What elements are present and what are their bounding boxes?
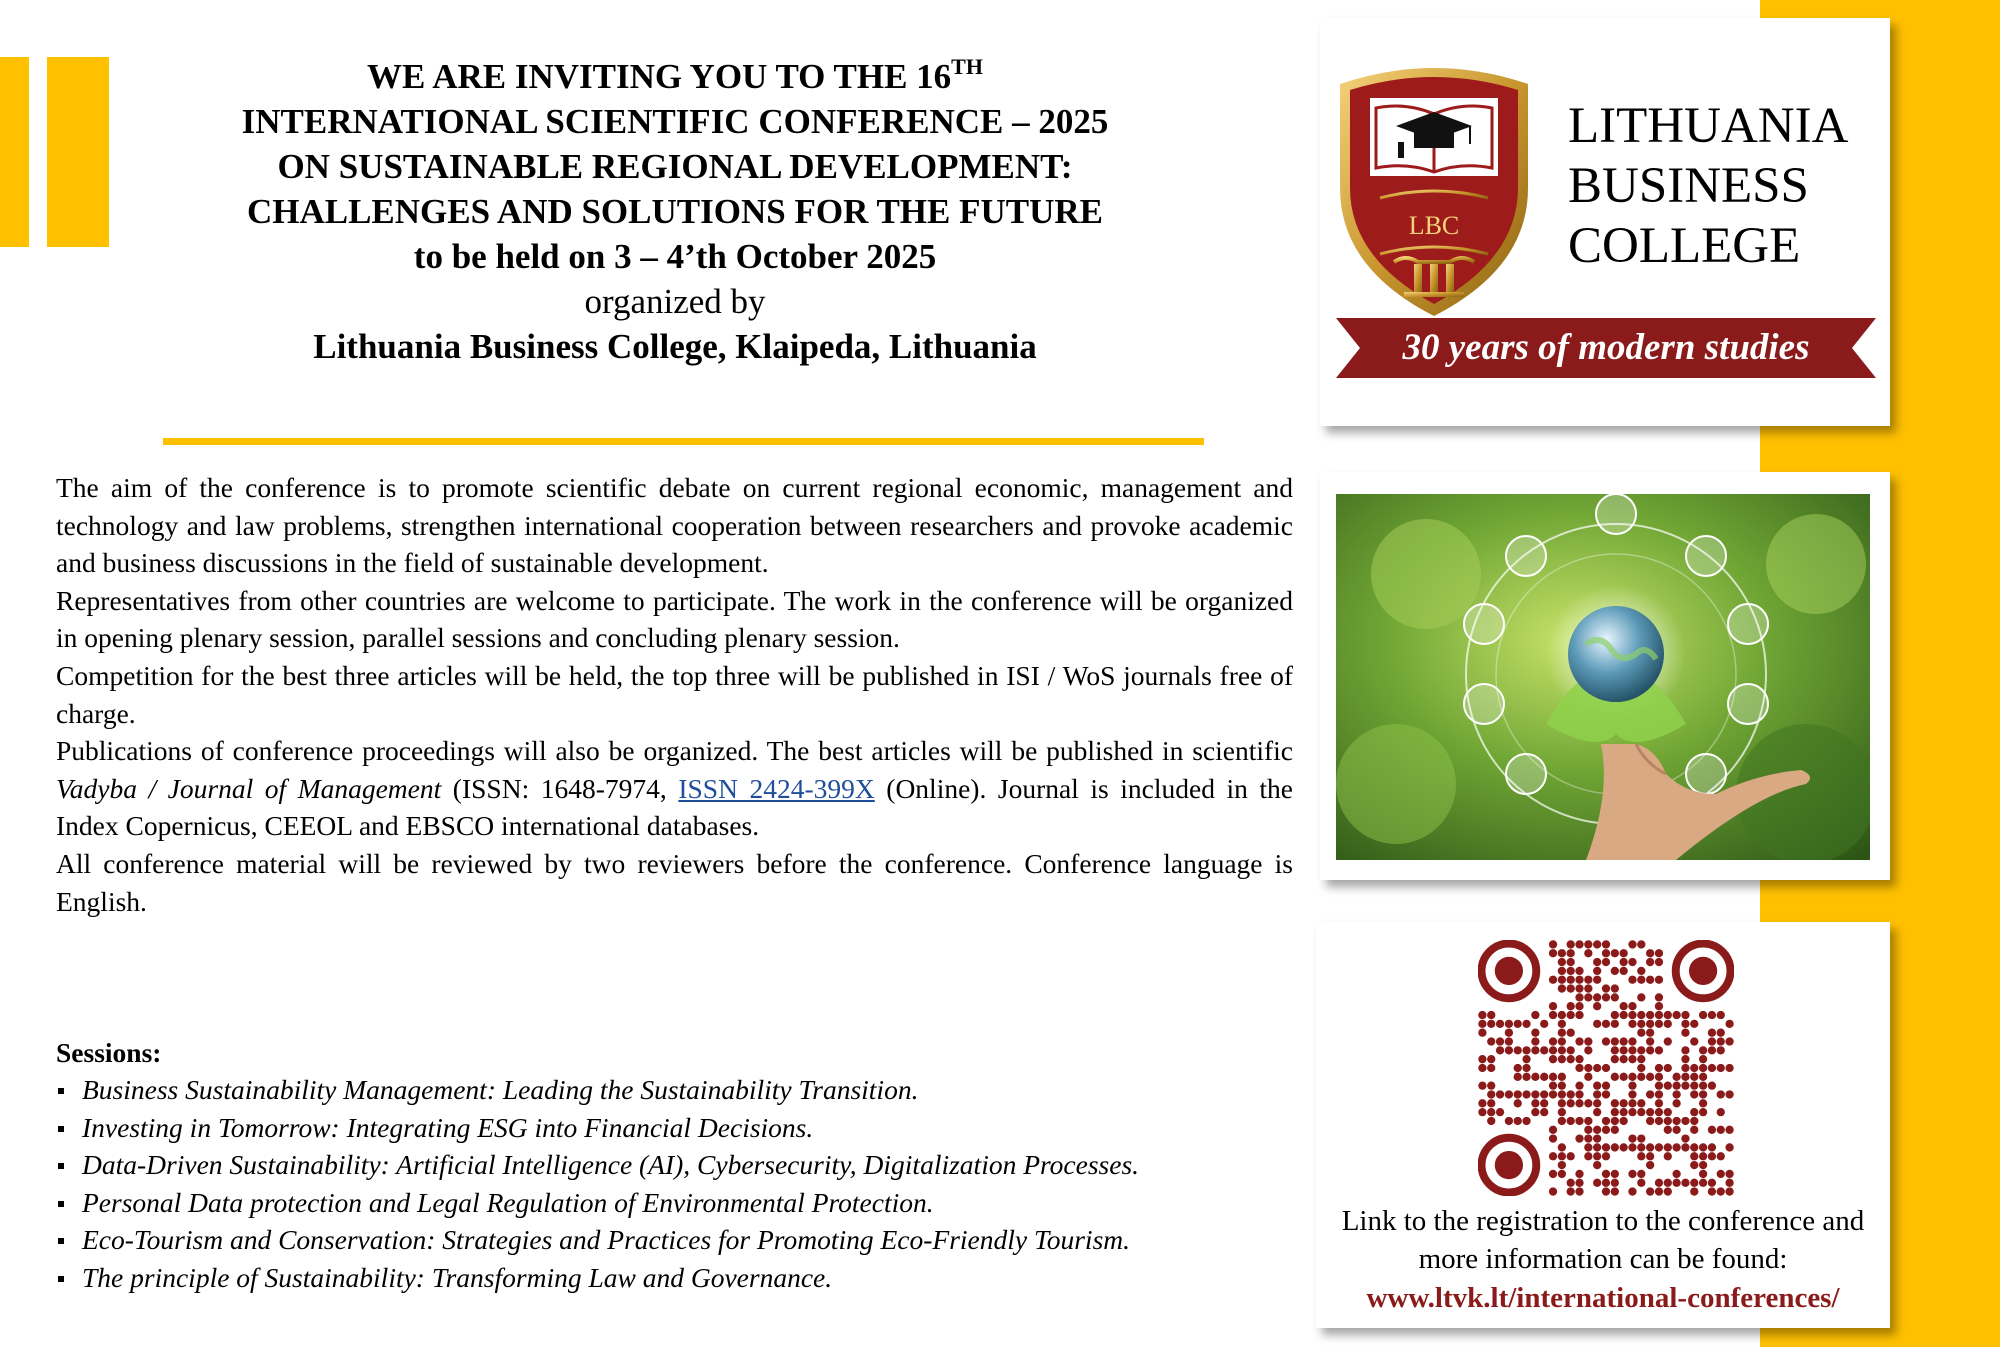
college-shield-logo <box>1336 58 1532 320</box>
registration-link[interactable]: www.ltvk.lt/international-conferences/ <box>1366 1282 1840 1314</box>
decor-bar-left-thin <box>0 57 29 247</box>
description-competition: Competition for the best three articles will be held, the top three will be published in ISI / WoS journals free of charge. <box>56 659 1293 729</box>
issn-online-link[interactable]: ISSN 2424-399X <box>678 772 875 804</box>
qr-caption: Link to the registration to the conference and more information can be found: <box>1341 1205 1865 1275</box>
heading-organized-by: organized by <box>584 282 766 321</box>
session-item: Eco-Tourism and Conservation: Strategies and Practices for Promoting Eco-Friendly Tourism. <box>56 1221 1306 1259</box>
heading-line-2: INTERNATIONAL SCIENTIFIC CONFERENCE – 2025 <box>241 102 1109 141</box>
session-item: The principle of Sustainability: Transforming Law and Governance. <box>56 1259 1306 1297</box>
session-item: Business Sustainability Management: Leading the Sustainability Transition. <box>56 1071 1306 1109</box>
globe-in-hand-image <box>1336 494 1870 860</box>
invitation-heading <box>150 54 1200 369</box>
heading-date: to be held on 3 – 4’th October 2025 <box>413 237 937 276</box>
shield-lbc-text: LBC <box>1408 211 1460 240</box>
registration-qr-code[interactable] <box>1478 940 1734 1196</box>
heading-line-4: CHALLENGES AND SOLUTIONS FOR THE FUTURE <box>246 192 1104 231</box>
college-name: LITHUANIA BUSINESS COLLEGE <box>1568 98 1849 274</box>
conference-description <box>56 469 1293 920</box>
heading-line-1: WE ARE INVITING YOU TO THE 16TH <box>367 54 983 96</box>
college-logo-card <box>1320 18 1890 426</box>
session-item: Investing in Tomorrow: Integrating ESG into Financial Decisions. <box>56 1109 1306 1147</box>
anniversary-ribbon-text: 30 years of modern studies <box>1402 327 1810 368</box>
session-item: Data-Driven Sustainability: Artificial Intelligence (AI), Cybersecurity, Digitalization Processes. <box>56 1146 1306 1184</box>
journal-name: Vadyba / Journal of Management <box>56 772 442 804</box>
session-item: Personal Data protection and Legal Regulation of Environmental Protection. <box>56 1184 1306 1222</box>
sustainability-photo-card <box>1320 472 1890 880</box>
decor-bar-left-wide <box>47 57 109 247</box>
heading-line-3: ON SUSTAINABLE REGIONAL DEVELOPMENT: <box>277 147 1073 186</box>
description-participation: Representatives from other countries are welcome to participate. The work in the conference will be organized in opening plenary session, parallel sessions and concluding plenary session. <box>56 584 1293 654</box>
description-publications: Publications of conference proceedings will also be organized. The best articles will be published in scientific Vadyba / Journal of Management (ISSN: 1648-7974, ISSN 2424-399X (Online). Journal is included in the Index Copernicus, CEEOL and EBSCO international databases. <box>56 735 1294 842</box>
sessions-title: Sessions: <box>56 1037 162 1068</box>
description-aim: The aim of the conference is to promote scientific debate on current regional economic, management and technology and law problems, strengthen international cooperation between researchers and provoke academic and business discussions in the field of sustainable development. <box>56 472 1293 579</box>
sessions-list <box>56 1071 1306 1297</box>
heading-divider <box>163 438 1204 445</box>
description-review: All conference material will be reviewed by two reviewers before the conference. Conference language is English. <box>56 847 1293 917</box>
heading-organizer: Lithuania Business College, Klaipeda, Lithuania <box>313 327 1037 366</box>
registration-qr-card <box>1316 922 1890 1328</box>
